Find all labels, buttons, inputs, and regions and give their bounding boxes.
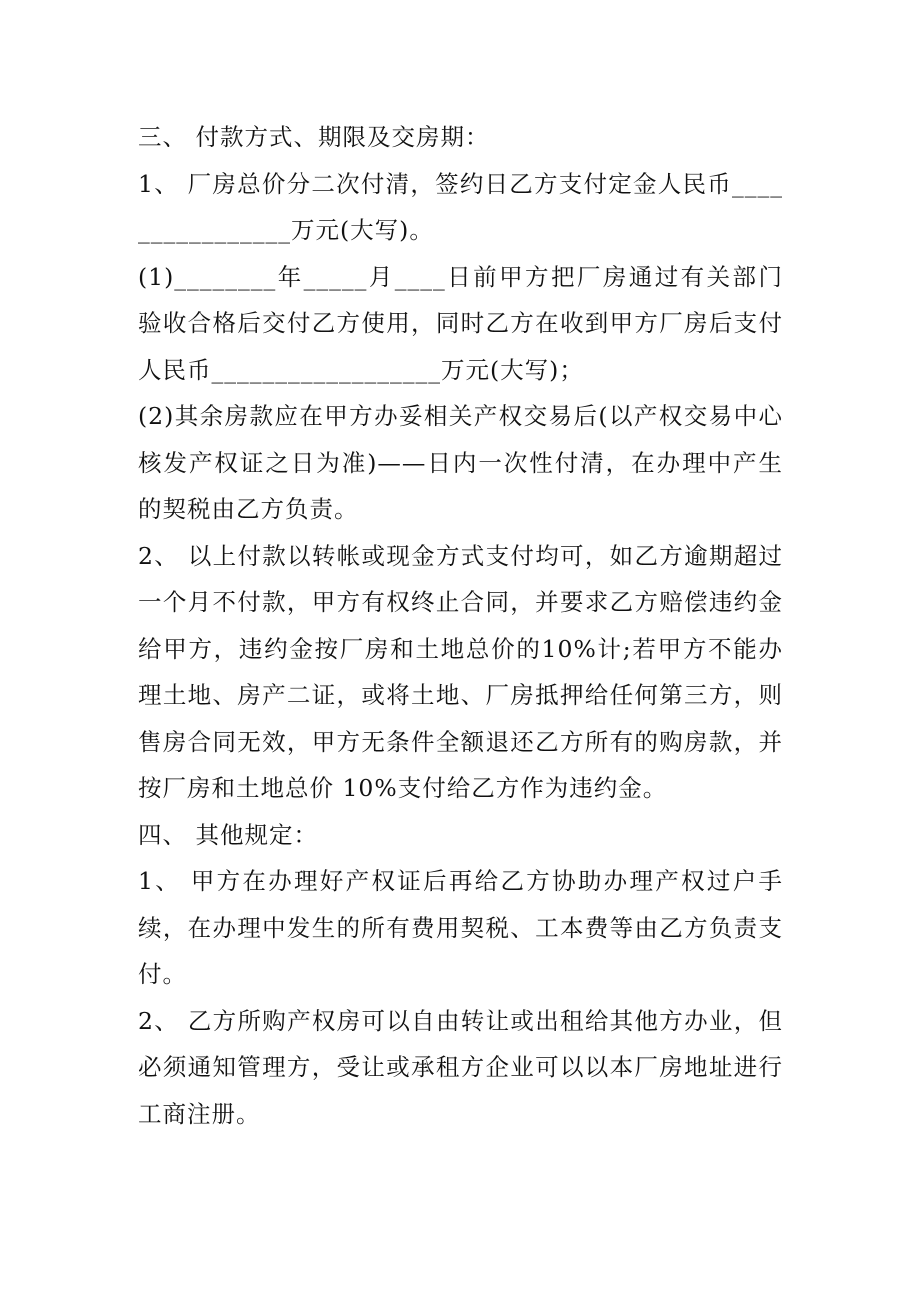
section-heading-other: 四、 其他规定：: [138, 820, 318, 849]
clause-payment-1: 1、 厂房总价分二次付清，签约日乙方支付定金人民币________________万元(大写)。: [138, 169, 783, 244]
clause-payment-1-sub-2: (2)其余房款应在甲方办妥相关产权交易后(以产权交易中心核发产权证之日为准)——日内一次性付清，在办理中产生的契税由乙方负责。: [138, 402, 783, 523]
clause-payment-2: 2、 以上付款以转帐或现金方式支付均可，如乙方逾期超过一个月不付款，甲方有权终止合同，并要求乙方赔偿违约金给甲方，违约金按厂房和土地总价的10%计;若甲方不能办理土地、房产二证，或将土地、厂房抵押给任何第三方，则售房合同无效，甲方无条件全额退还乙方所有的购房款，并按厂房和土地总价 10%支付给乙方作为违约金。: [138, 541, 783, 802]
clause-other-1: 1、 甲方在办理好产权证后再给乙方协助办理产权过户手续，在办理中发生的所有费用契税、工本费等由乙方负责支付。: [138, 867, 783, 988]
section-heading-payment: 三、 付款方式、期限及交房期：: [138, 123, 490, 151]
document-body: [138, 114, 783, 1137]
clause-other-2: 2、 乙方所购产权房可以自由转让或出租给其他方办业，但必须通知管理方，受让或承租方企业可以以本厂房地址进行工商注册。: [138, 1006, 783, 1128]
clause-payment-1-sub-1: (1)________年_____月____日前甲方把厂房通过有关部门验收合格后交付乙方使用，同时乙方在收到甲方厂房后支付人民币__________________万元(大写)；: [138, 262, 783, 384]
